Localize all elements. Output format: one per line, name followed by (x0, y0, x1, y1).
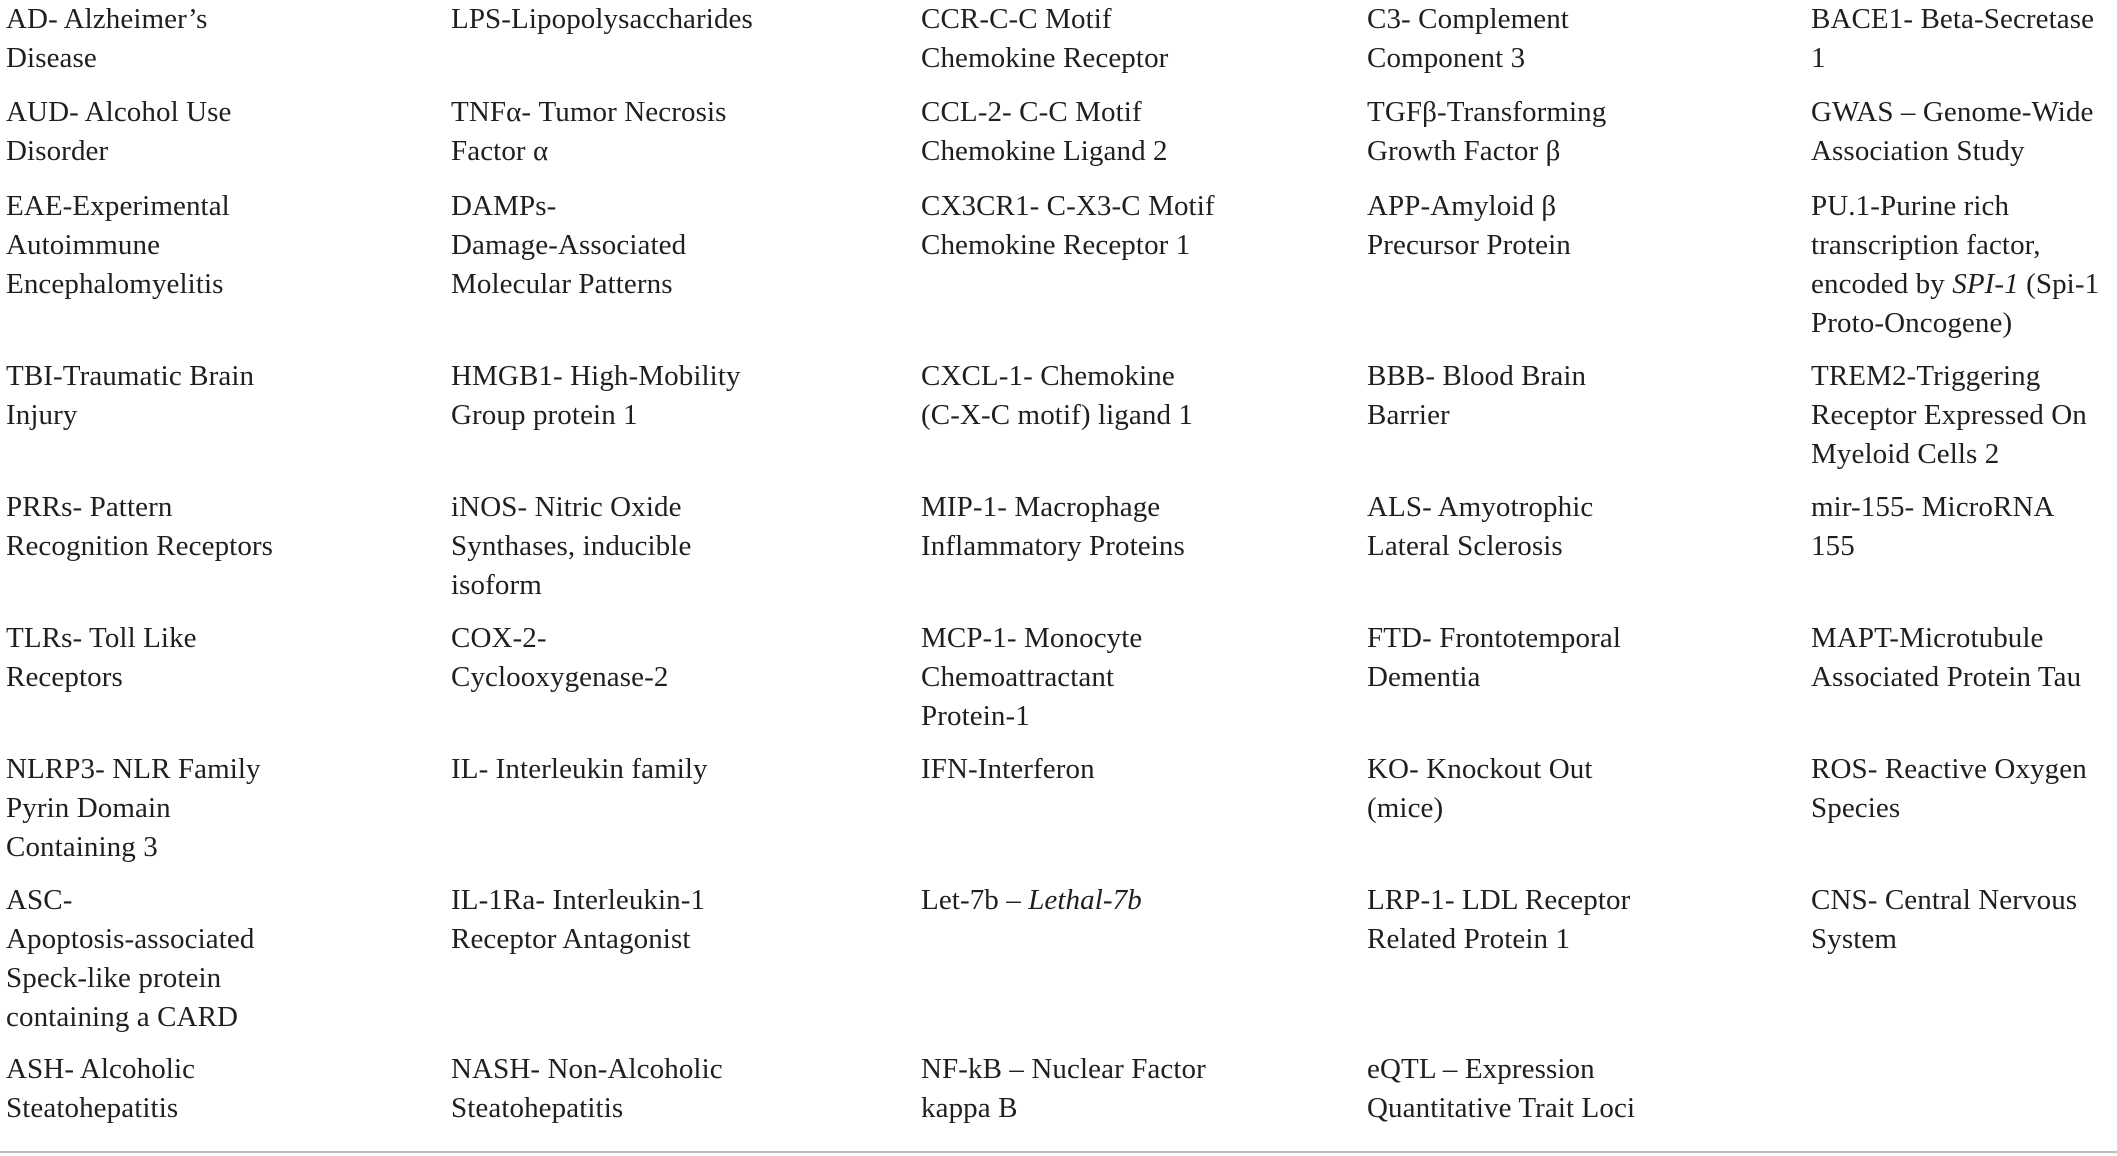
abbreviation-cell: EAE-Experimental Autoimmune Encephalomyelitis (6, 190, 230, 300)
table-row (6, 881, 2111, 1050)
table-row (6, 619, 2111, 750)
abbreviation-cell: CCR-C-C Motif Chemokine Receptor (921, 3, 1169, 74)
abbreviation-cell: APP-Amyloid β Precursor Protein (1367, 190, 1571, 261)
abbreviation-cell: PU.1-Purine rich transcription factor, encoded by SPI-1 (Spi-1 Proto-Oncogene) (1811, 190, 2100, 339)
abbreviation-cell: NLRP3- NLR Family Pyrin Domain Containing 3 (6, 753, 261, 863)
table-row (6, 750, 2111, 881)
table-row (6, 488, 2111, 619)
table-row (6, 0, 2111, 93)
abbreviation-cell: FTD- Frontotemporal Dementia (1367, 622, 1622, 693)
abbreviation-cell: NF-kB – Nuclear Factor kappa B (921, 1053, 1206, 1124)
abbreviation-cell: KO- Knockout Out (mice) (1367, 753, 1593, 824)
abbreviation-cell: TREM2-Triggering Receptor Expressed On Myeloid Cells 2 (1811, 360, 2087, 470)
abbreviation-cell: IFN-Interferon (921, 753, 1095, 785)
abbreviation-cell: COX-2- Cyclooxygenase-2 (451, 622, 669, 693)
abbreviation-cell: CXCL-1- Chemokine (C-X-C motif) ligand 1 (921, 360, 1194, 431)
abbreviation-cell: eQTL – Expression Quantitative Trait Loci (1367, 1053, 1636, 1124)
abbreviation-cell: MIP-1- Macrophage Inflammatory Proteins (921, 491, 1185, 562)
abbreviation-cell: IL- Interleukin family (451, 753, 708, 785)
table-bottom-rule (0, 1151, 2117, 1153)
abbreviation-cell: AD- Alzheimer’s Disease (6, 3, 208, 74)
abbreviation-cell: iNOS- Nitric Oxide Synthases, inducible isoform (451, 491, 692, 601)
abbreviation-cell: ASH- Alcoholic Steatohepatitis (6, 1053, 196, 1124)
abbreviation-cell: HMGB1- High-Mobility Group protein 1 (451, 360, 741, 431)
gene-name-italic: SPI-1 (1952, 268, 2019, 300)
abbreviation-cell: MAPT-Microtubule Associated Protein Tau (1811, 622, 2082, 693)
table-row (6, 187, 2111, 357)
abbreviation-cell: MCP-1- Monocyte Chemoattractant Protein-1 (921, 622, 1143, 732)
abbreviation-cell: CNS- Central Nervous System (1811, 884, 2078, 955)
abbreviation-cell: PRRs- Pattern Recognition Receptors (6, 491, 274, 562)
abbreviation-cell: TNFα- Tumor Necrosis Factor α (451, 96, 727, 167)
table-row (6, 357, 2111, 488)
abbreviation-cell: TBI-Traumatic Brain Injury (6, 360, 255, 431)
abbreviation-cell: ROS- Reactive Oxygen Species (1811, 753, 2087, 824)
abbreviation-cell: LPS-Lipopolysaccharides (451, 3, 753, 35)
abbreviation-cell: BBB- Blood Brain Barrier (1367, 360, 1587, 431)
abbreviation-cell: DAMPs- Damage-Associated Molecular Patterns (451, 190, 687, 300)
abbreviation-cell: CX3CR1- C-X3-C Motif Chemokine Receptor 1 (921, 190, 1215, 261)
abbreviation-cell: ASC- Apoptosis-associated Speck-like protein containing a CARD (6, 884, 255, 1033)
abbreviation-cell: ALS- Amyotrophic Lateral Sclerosis (1367, 491, 1594, 562)
abbreviation-cell: IL-1Ra- Interleukin-1 Receptor Antagonist (451, 884, 706, 955)
abbreviation-cell: TGFβ-Transforming Growth Factor β (1367, 96, 1607, 167)
abbreviation-cell: GWAS – Genome-Wide Association Study (1811, 96, 2094, 167)
abbreviation-cell: LRP-1- LDL Receptor Related Protein 1 (1367, 884, 1631, 955)
abbreviation-cell: AUD- Alcohol Use Disorder (6, 96, 232, 167)
table-row (6, 1050, 2111, 1130)
abbreviations-table (6, 0, 2111, 1130)
abbreviation-cell: BACE1- Beta-Secretase 1 (1811, 3, 2095, 74)
abbreviation-cell: NASH- Non-Alcoholic Steatohepatitis (451, 1053, 723, 1124)
abbreviation-cell: Let-7b – Lethal-7b (921, 884, 1142, 916)
abbreviation-cell: CCL-2- C-C Motif Chemokine Ligand 2 (921, 96, 1168, 167)
table-row (6, 93, 2111, 187)
abbreviation-cell: C3- Complement Component 3 (1367, 3, 1569, 74)
abbreviation-cell: mir-155- MicroRNA 155 (1811, 491, 2055, 562)
gene-name-italic: Lethal-7b (1028, 884, 1142, 916)
abbreviation-cell: TLRs- Toll Like Receptors (6, 622, 197, 693)
